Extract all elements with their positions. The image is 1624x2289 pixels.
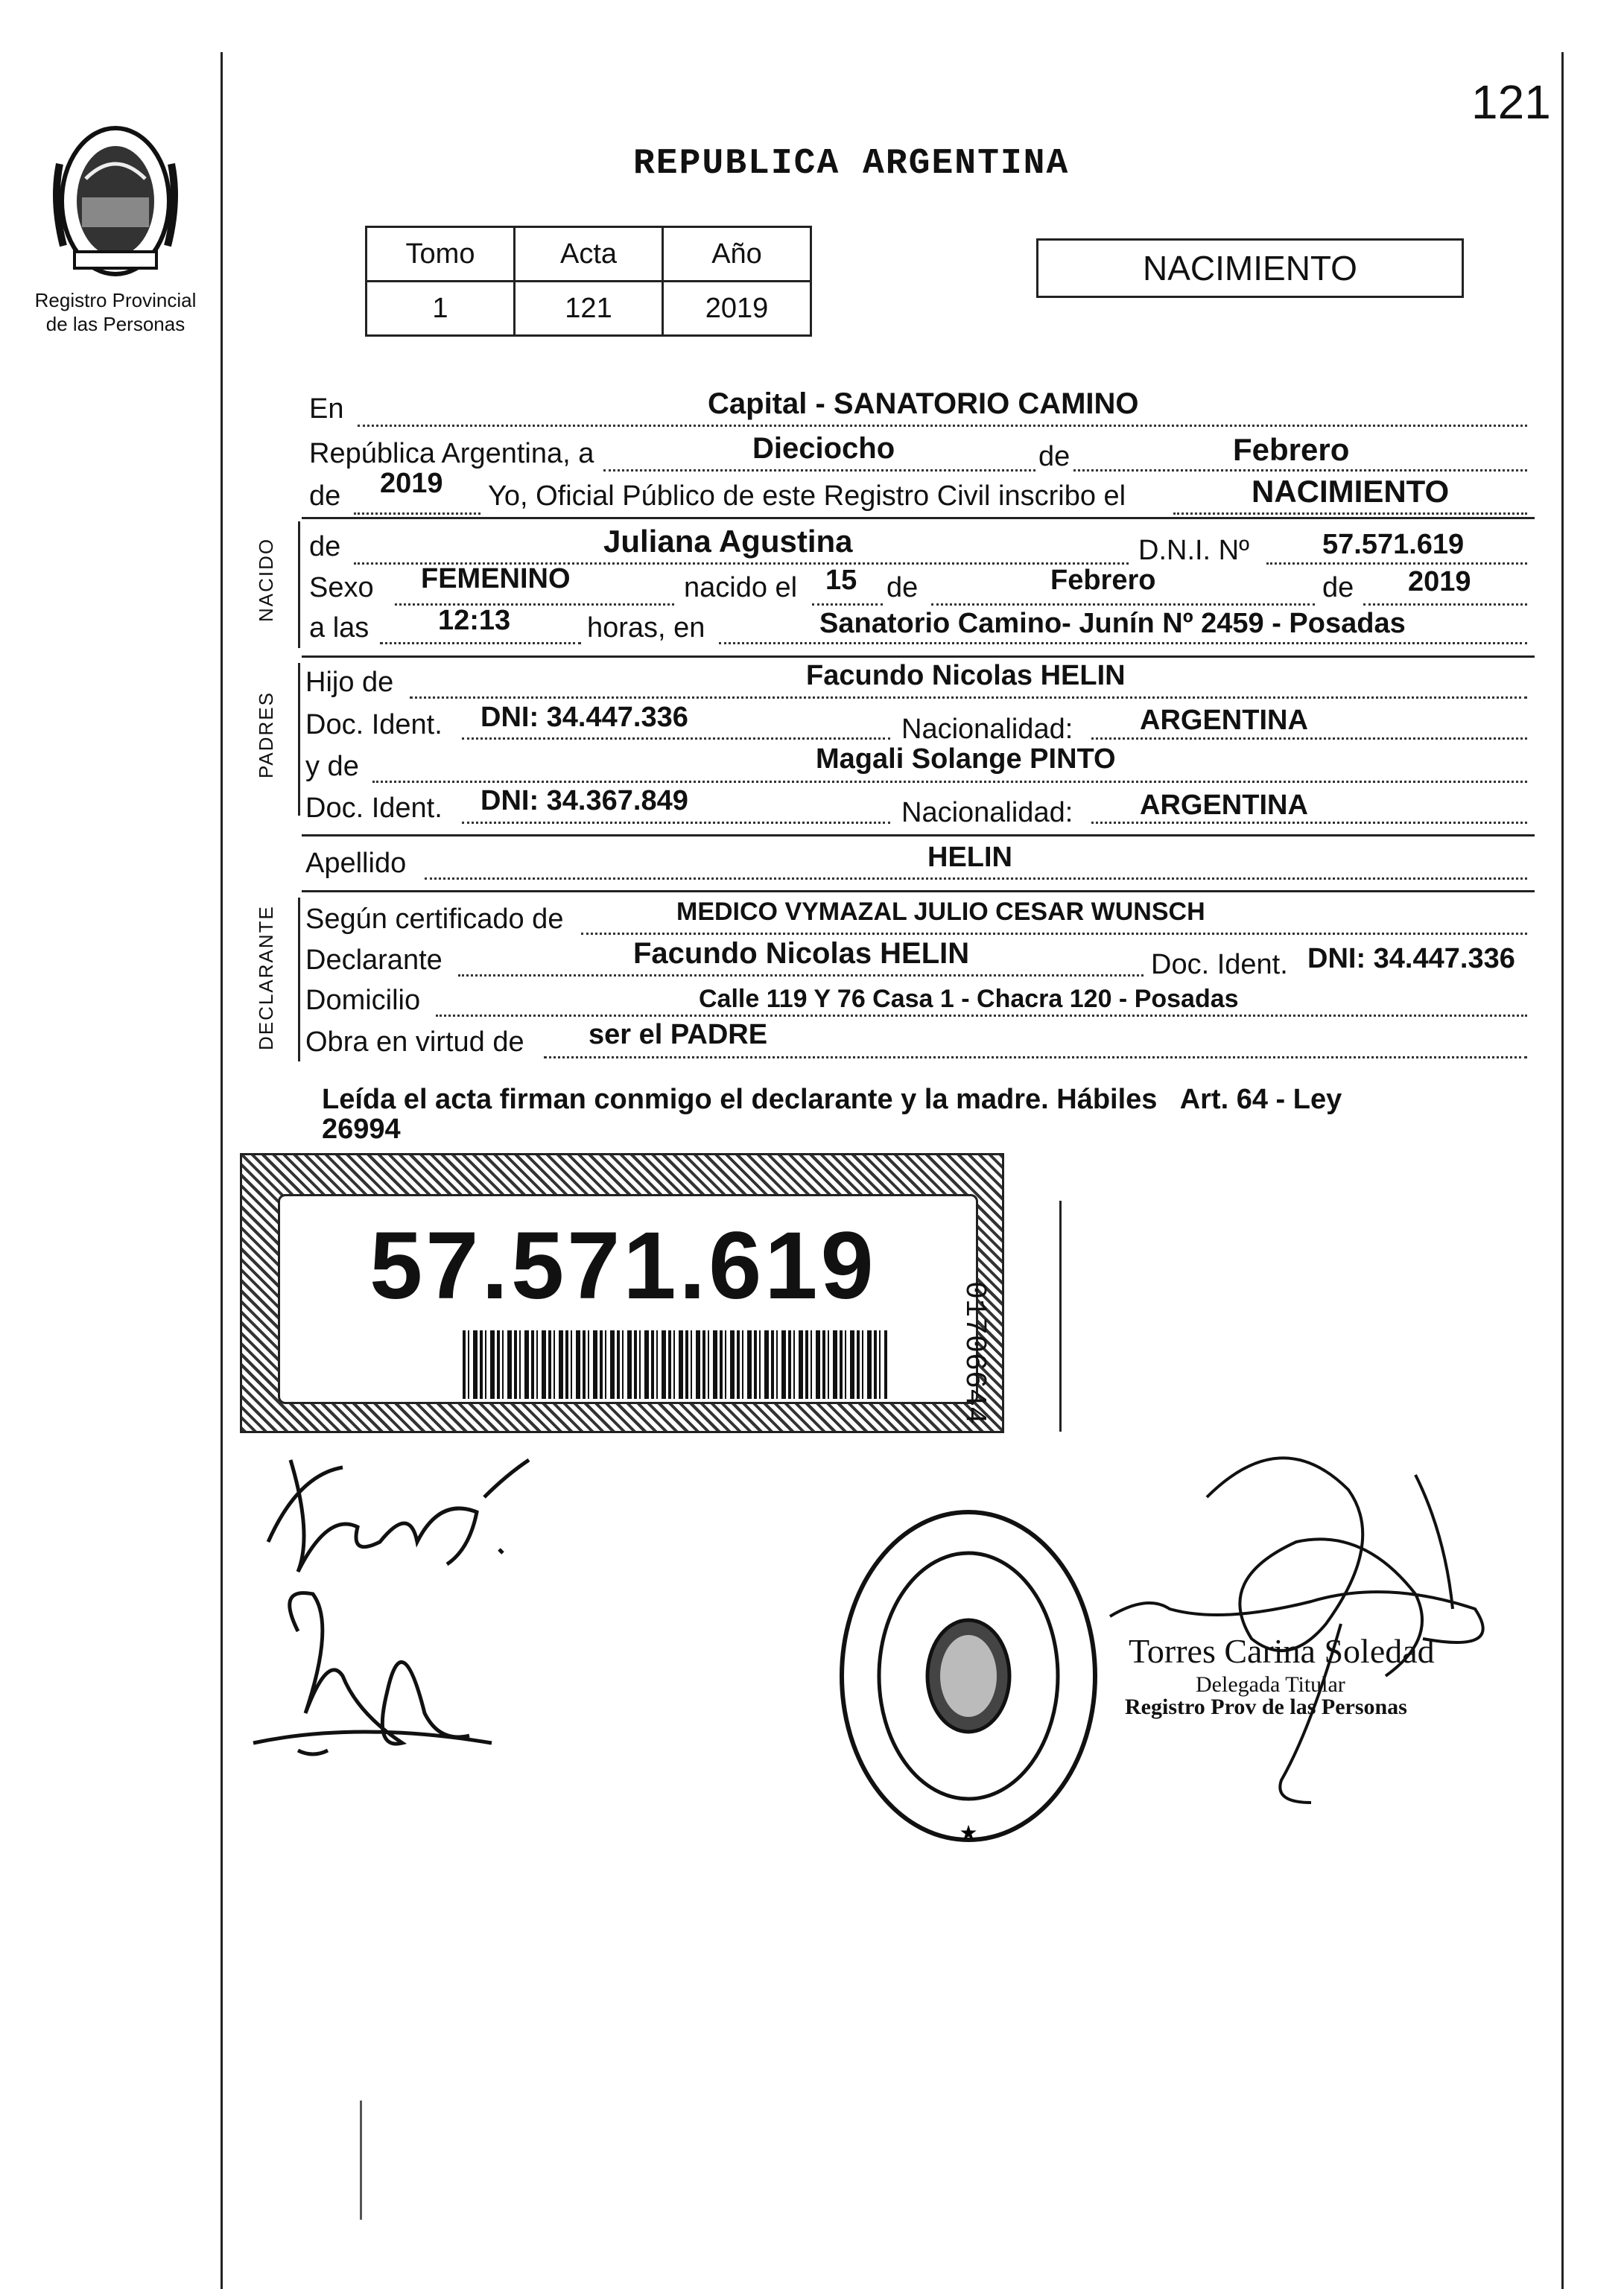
closing-text-2: 26994 [322, 1114, 401, 1145]
nac2-value: ARGENTINA [1140, 790, 1308, 821]
dotted-line [719, 642, 1527, 644]
declarante-section-label: DECLARANTE [255, 905, 277, 1050]
declarante-label: Declarante [305, 945, 443, 976]
official-role: Delegada Titular [1196, 1672, 1345, 1697]
de2-label: de [309, 480, 341, 512]
sticker-number: 57.571.619 [369, 1213, 877, 1319]
dni-sticker [240, 1153, 1004, 1433]
official-office: Registro Prov de las Personas [1125, 1695, 1407, 1719]
dni-sticker-panel [278, 1194, 978, 1404]
vline [360, 2101, 362, 2220]
nacido-el-label: nacido el [684, 572, 798, 603]
sticker-barcode-icon [463, 1330, 887, 1399]
en-value: Capital - SANATORIO CAMINO [708, 387, 1139, 420]
vline [298, 663, 300, 816]
hijo-de-label: Hijo de [305, 667, 394, 698]
svg-text:★: ★ [959, 1821, 978, 1844]
dotted-line [1363, 603, 1527, 606]
madre-value: Magali Solange PINTO [816, 743, 1116, 775]
apellido-value: HELIN [927, 842, 1012, 873]
doc2-value: DNI: 34.367.849 [480, 785, 688, 816]
logo-caption-2: de las Personas [45, 313, 185, 335]
official-seal-icon [827, 1490, 1110, 1862]
birth-month-value: Febrero [1050, 565, 1156, 596]
place-value: Sanatorio Camino- Junín Nº 2459 - Posadas [819, 608, 1406, 639]
record-type: NACIMIENTO [1143, 249, 1357, 288]
apellido-label: Apellido [305, 848, 407, 879]
vline [1059, 1201, 1062, 1432]
birth-year-value: 2019 [1408, 566, 1471, 597]
hline [302, 655, 1535, 658]
declarante-value: Facundo Nicolas HELIN [633, 937, 970, 970]
declarante-doc-value: DNI: 34.447.336 [1307, 943, 1515, 974]
birth-de-label: de [886, 572, 919, 603]
dotted-line [354, 512, 480, 515]
sexo-value: FEMENINO [421, 563, 571, 594]
domicilio-value: Calle 119 Y 76 Casa 1 - Chacra 120 - Posadas [699, 985, 1239, 1013]
dotted-line [1091, 737, 1527, 740]
birth-day-value: 15 [825, 565, 857, 596]
hline [302, 890, 1535, 892]
dotted-line [458, 974, 1144, 977]
time-value: 12:13 [438, 605, 511, 636]
day-value: Dieciocho [752, 432, 895, 465]
year-value: 2019 [380, 468, 443, 499]
dotted-line [462, 822, 890, 824]
dotted-line [372, 781, 1527, 783]
record-table [365, 226, 812, 337]
doc1-value: DNI: 34.447.336 [480, 702, 688, 733]
official-name: Torres Carina Soledad [1129, 1632, 1435, 1670]
vline [298, 521, 300, 648]
dotted-line [544, 1056, 1527, 1058]
obra-value: ser el PADRE [589, 1019, 768, 1050]
a-las-label: a las [309, 612, 369, 644]
hline [302, 834, 1535, 836]
padres-section-label: PADRES [255, 691, 277, 778]
dotted-line [581, 933, 1527, 935]
tomo-value: 1 [367, 282, 515, 336]
acta-value: 121 [515, 282, 663, 336]
en-label: En [309, 393, 344, 425]
closing-text-1: Leída el acta firman conmigo el declarante y la madre. Hábiles Art. 64 - Ley [322, 1084, 1342, 1115]
province-logo [45, 119, 186, 283]
dotted-line [380, 642, 581, 644]
inscribo-label: Yo, Oficial Público de este Registro Civil inscribo el [488, 480, 1126, 512]
anio-value: 2019 [663, 282, 811, 336]
doc2-label: Doc. Ident. [305, 793, 443, 824]
padre-value: Facundo Nicolas HELIN [806, 660, 1126, 691]
birth-de2-label: de [1322, 572, 1354, 603]
logo-caption-1: Registro Provincial [34, 289, 197, 311]
document-title: REPUBLICA ARGENTINA [633, 144, 1070, 184]
declarante-doc-label: Doc. Ident. [1151, 949, 1288, 980]
right-margin-line [1561, 52, 1564, 2289]
dotted-line [358, 425, 1527, 427]
dotted-line [395, 603, 674, 606]
doc1-label: Doc. Ident. [305, 709, 443, 740]
horas-label: horas, en [587, 612, 705, 644]
nacido-section-label: NACIDO [255, 537, 277, 622]
obra-label: Obra en virtud de [305, 1026, 524, 1058]
y-de-label: y de [305, 751, 359, 782]
inscribo-value: NACIMIENTO [1252, 474, 1450, 509]
certificado-value: MEDICO VYMAZAL JULIO CESAR WUNSCH [676, 898, 1205, 926]
dotted-line [436, 1015, 1527, 1017]
dotted-line [1091, 822, 1527, 824]
nac1-value: ARGENTINA [1140, 705, 1308, 736]
certificado-label: Según certificado de [305, 904, 564, 935]
dotted-line [931, 603, 1315, 606]
dotted-line [462, 737, 890, 740]
vline [298, 898, 300, 1061]
dotted-line [410, 696, 1527, 699]
declarant-signature-icon [246, 1430, 581, 1788]
dotted-line [425, 877, 1527, 880]
name-value: Juliana Agustina [603, 524, 853, 559]
dotted-line [1173, 512, 1527, 515]
nac1-label: Nacionalidad: [901, 714, 1073, 745]
month-value: Febrero [1233, 432, 1350, 467]
dni-value: 57.571.619 [1322, 529, 1465, 560]
misiones-emblem-icon [45, 119, 186, 283]
dni-label: D.N.I. Nº [1138, 535, 1249, 566]
sexo-label: Sexo [309, 572, 374, 603]
page-number: 121 [1471, 75, 1551, 129]
de-label: de [1035, 441, 1073, 473]
official-signature-icon [1103, 1430, 1520, 1817]
domicilio-label: Domicilio [305, 985, 421, 1016]
republica-label: República Argentina, a [309, 438, 594, 469]
nacido-de-label: de [309, 531, 341, 562]
dotted-line [812, 603, 883, 606]
sticker-serial: 01706644 [957, 1281, 991, 1425]
acta-header: Acta [515, 227, 663, 282]
tomo-header: Tomo [367, 227, 515, 282]
left-margin-line [221, 52, 223, 2289]
hline [302, 517, 1535, 519]
dotted-line [1266, 562, 1527, 565]
nac2-label: Nacionalidad: [901, 797, 1073, 828]
anio-header: Año [663, 227, 811, 282]
record-type-box [1036, 238, 1464, 298]
